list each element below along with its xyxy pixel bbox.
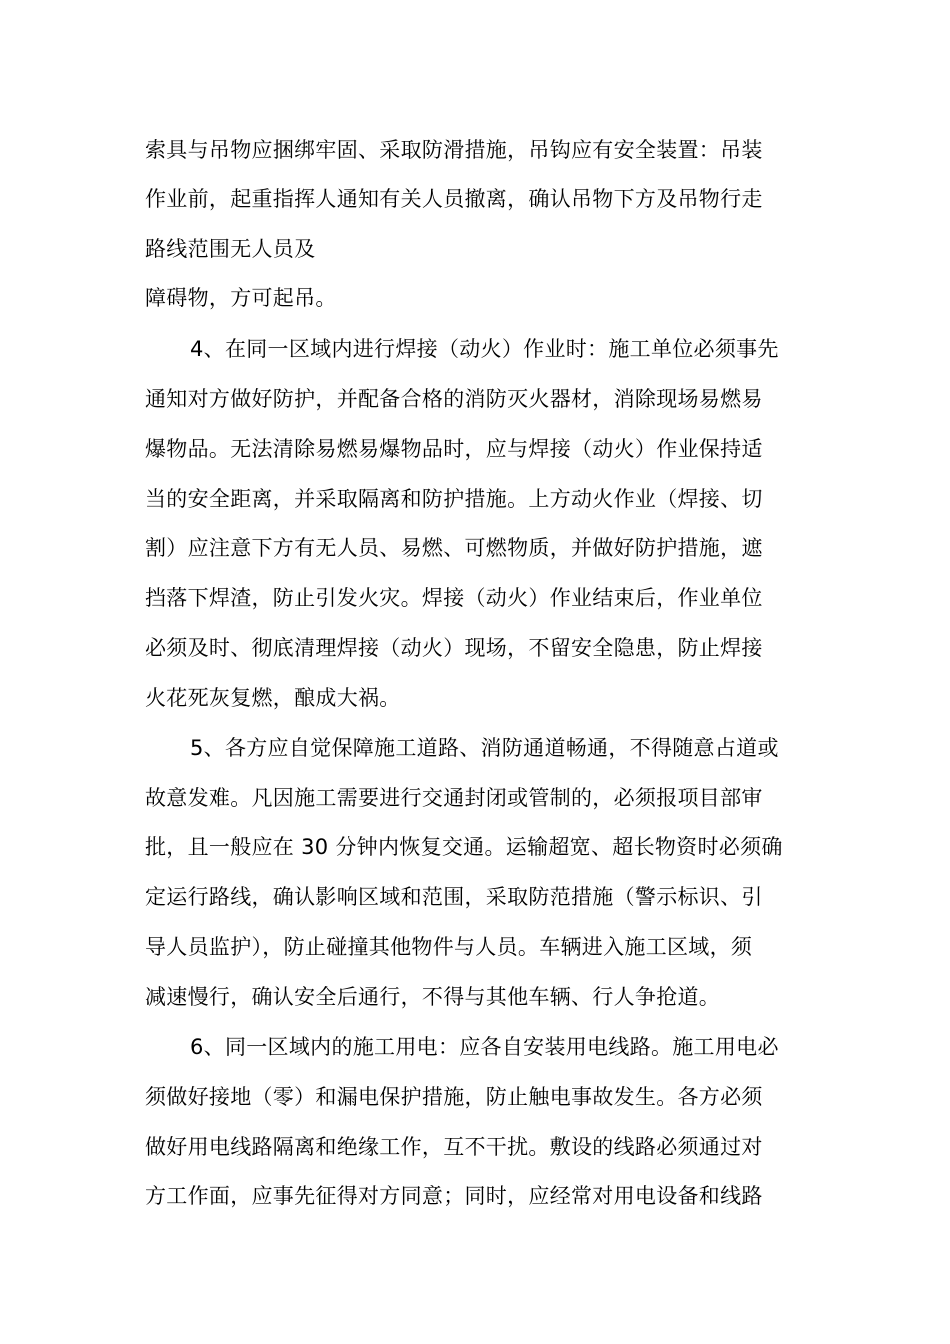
paragraph-4-first-line: 4、在同一区域内进行焊接（动火）作业时：施工单位必须事先 — [190, 337, 779, 361]
text-line: 须做好接地（零）和漏电保护措施，防止触电事故发生。各方必须 — [145, 1085, 763, 1109]
text-line: 导人员监护），防止碰撞其他物件与人员。车辆进入施工区域，须 — [145, 935, 753, 959]
text-line: 爆物品。无法清除易燃易爆物品时，应与焊接（动火）作业保持适 — [145, 437, 763, 461]
text-line: 路线范围无人员及 — [145, 237, 316, 261]
paragraph-6-first-line: 6、同一区域内的施工用电：应各自安装用电线路。施工用电必 — [190, 1035, 779, 1059]
text-line: 挡落下焊渣，防止引发火灾。焊接（动火）作业结束后，作业单位 — [145, 586, 763, 610]
paragraph-5-first-line: 5、各方应自觉保障施工道路、消防通道畅通，不得随意占道或 — [190, 736, 779, 760]
text-line: 障碍物，方可起吊。 — [145, 286, 337, 310]
text-line: 减速慢行，确认安全后通行，不得与其他车辆、行人争抢道。 — [145, 985, 721, 1009]
text-line: 火花死灰复燃，酿成大祸。 — [145, 686, 401, 710]
text-line: 定运行路线，确认影响区域和范围，采取防范措施（警示标识、引 — [145, 885, 763, 909]
text-line: 必须及时、彻底清理焊接（动火）现场，不留安全隐患，防止焊接 — [145, 636, 763, 660]
text-line: 当的安全距离，并采取隔离和防护措施。上方动火作业（焊接、切 — [145, 487, 763, 511]
text-line: 故意发难。凡因施工需要进行交通封闭或管制的，必须报项目部审 — [145, 786, 763, 810]
text-line: 做好用电线路隔离和绝缘工作，互不干扰。敷设的线路必须通过对 — [145, 1135, 763, 1159]
text-line: 作业前，起重指挥人通知有关人员撤离，确认吊物下方及吊物行走 — [145, 187, 763, 211]
text-line: 索具与吊物应捆绑牢固、采取防滑措施，吊钩应有安全装置：吊装 — [145, 138, 763, 162]
text-line: 通知对方做好防护，并配备合格的消防灭火器材，消除现场易燃易 — [145, 387, 763, 411]
text-line: 割）应注意下方有无人员、易燃、可燃物质，并做好防护措施，遮 — [145, 536, 763, 560]
text-line: 批，且一般应在 30 分钟内恢复交通。运输超宽、超长物资时必须确 — [145, 835, 783, 859]
text-line: 方工作面，应事先征得对方同意；同时，应经常对用电设备和线路 — [145, 1184, 763, 1208]
